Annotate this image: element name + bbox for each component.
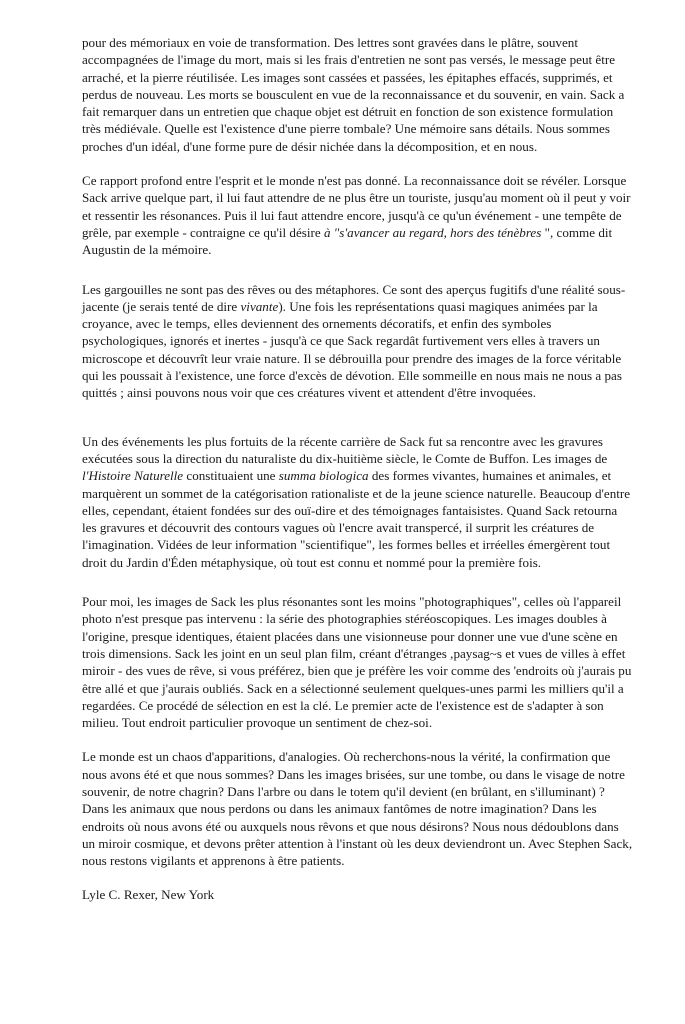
paragraph-1-text: pour des mémoriaux en voie de transformation. Des lettres sont gravées dans le plâtre, souvent accompagnées de l'image du mort, mais si les frais d'entretien ne sont pas versés, le message peut être arraché, et la pierre réutilisée. Les images sont cassées et passées, les épitaphes effacés, supprimés, et perdus de nouveau. Les morts se bousculent en vue de la reconnaissance et du souvenir, en vain. Sack a fait remarquer dans un entretien que chaque objet est détruit en fonction de son existence formulation très médiévale. Quelle est l'existence d'une pierre tombale? Une mémoire sans détails. Nous sommes proches d'un idéal, d'une forme pure de désir nichée dans la décomposition, et en nous. (82, 35, 625, 154)
paragraph-6 (82, 748, 633, 869)
augustin-quote: à "s'avancer au regard, hors des ténèbres (323, 224, 542, 240)
paragraph-2-text: Ce rapport profond entre l'esprit et le monde n'est pas donné. La reconnaissance doit se révéler. Lorsque Sack arrive quelque part, il lui faut attendre de ne plus être un touriste, jusqu'au moment où il peut y voir et ressentir les résonances. Puis il lui faut attendre encore, jusqu'à ce qu'un événement - une tempête de grêle, par exemple - contraigne ce qu'il désire (82, 173, 631, 240)
summa-biologica-term: summa biologica (278, 468, 369, 484)
paragraph-1 (82, 34, 633, 155)
paragraph-5-text: Pour moi, les images de Sack les plus résonantes sont les moins "photographiques", celles où l'appareil photo n'est presque pas intervenu : la série des photographies stéréoscopiques. Les images doubles à l'origine, presque identiques, étaient placées dans une visionneuse pour donner une vue d'une scène en trois dimensions. Sack les joint en un seul plan film, créant d'étranges ,paysag~s et vues de villes à effet miroir - des vues de rêve, si vous préférez, bien que je préfère les voir comme des 'endroits où j'aurais pu être allé et que j'aurais oubliés. Sack en a sélectionné seulement quelques-unes parmi les milliers qu'il a regardées. Ce procédé de sélection en est la clé. Le premier acte de l'existence est de s'adapter à son milieu. Tout endroit particulier provoque un sentiment de chez-soi. (82, 594, 632, 731)
paragraph-6-text: Le monde est un chaos d'apparitions, d'analogies. Où recherchons-nous la vérité, la confirmation que nous avons été et que nous sommes? Dans les images brisées, sur une tombe, ou dans le visage de notre souvenir, de notre chagrin? Dans l'arbre ou dans le totem qu'il devient (en brûlant, en s'illuminant) ? Dans les animaux que nous perdons ou dans les animaux fantômes de notre imagination? Dans les endroits où nous avons été ou auxquels nous rêvons et que nous désirons? Nous nous dédoublons dans un miroir cosmique, et devons prêter attention à l'instant où les deux deviendront un. Avec Stephen Sack, nous restons vigilants et apprenons à être patients. (82, 749, 633, 869)
paragraph-4-text-mid: constituaient une (183, 468, 279, 484)
vivante-emphasis: vivante (240, 298, 279, 314)
histoire-naturelle-title: l'Histoire Naturelle (82, 468, 184, 484)
paragraph-2-text-end: ", comme dit Augustin de la mémoire. (82, 224, 613, 258)
paragraph-2 (82, 172, 633, 258)
paragraph-4-text: Un des événements les plus fortuits de la récente carrière de Sack fut sa rencontre avec les gravures exécutées sous la direction du naturaliste du dix-huitième siècle, le Comte de Buffon. Les images de (82, 433, 608, 466)
paragraph-4-text-end: des formes vivantes, humaines et animales, et marquèrent un sommet de la catégorisation rationaliste et de la jeune science naturelle. Beaucoup d'entre elles, cependant, étaient fondées sur des ouï-dire et des témoignages fantaisistes. Quand Sack retourna les gravures et découvrit des contours vagues où l'encre avait transpercé, il surprit les créatures de l'imagination. Vidées de leur information "scientifique", les formes belles et irréelles émergèrent tout droit du Jardin d'Éden métaphysique, où tout est connu et nommé pour la première fois. (82, 468, 631, 570)
paragraph-3-text-end: ). Une fois les représentations quasi magiques animées par la croyance, avec le temps, elles deviennent des ornements décoratifs, et enfin des symboles psychologiques, ignorés et inertes - jusqu'à ce que Sack regardât furtivement vers elles à travers un microscope et découvrît leur vraie nature. Il se débrouilla pour prendre des images de la force véritable qui les poussait à l'existence, une force d'excès de dévotion. Elle sommeille en nous mais ne nous a pas quittés ; ainsi pouvons nous voir que ces créatures vivent et attendent d'être invoquées. (82, 298, 622, 401)
paragraph-4 (82, 433, 633, 571)
paragraph-5 (82, 593, 633, 731)
paragraph-3 (82, 281, 633, 402)
author-signature: Lyle C. Rexer, New York (82, 887, 215, 903)
paragraph-3-text: Les gargouilles ne sont pas des rêves ou des métaphores. Ce sont des aperçus fugitifs d'une réalité sous-jacente (je serais tenté de dire (82, 281, 626, 314)
